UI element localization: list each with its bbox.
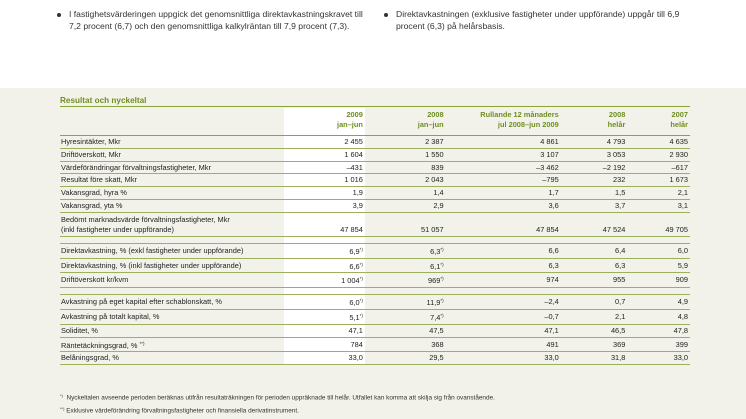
table-row: Soliditet, % 47,1 47,5 47,1 46,5 47,8 [60,324,690,337]
table-row: Avkastning på eget kapital efter schablonskatt, % 6,0*) 11,9*) –2,4 0,7 4,9 [60,295,690,310]
column-header-2008-full: 2008 helår [569,108,628,136]
bullet-dot-icon [384,13,388,17]
table-row: Bedömt marknadsvärde förvaltningsfastigheter, Mkr (inkl fastigheter under uppförande) 47 854 51 057 47 854 47 524 49 705 [60,212,690,236]
footnotes [60,391,495,417]
title-rule [60,106,690,107]
footnote-1: *) Nyckeltalen avseende perioden beräknas utifrån resultaträkningen för perioden uppräknade till helår. Utfallet kan komma att skilja sig från ovanstående. [60,393,495,402]
bullet-left-text: I fastighetsvärderingen uppgick det genomsnittliga direktavkastningskravet till 7,2 procent (6,7) och den genomsnittliga kalkylräntan till 7,9 procent (7,3). [69,9,363,31]
table-header-row [60,108,690,136]
column-header-2007-full: 2007 helår [635,108,690,136]
bullet-right [396,9,708,32]
bullet-right-text: Direktavkastningen (exklusive fastigheter under uppförande) uppgår till 6,9 procent (6,3) på helårsbasis. [396,9,680,31]
section-title: Resultat och nyckeltal [60,96,147,105]
table-row: Vakansgrad, hyra % 1,9 1,4 1,7 1,5 2,1 [60,187,690,200]
table-row: Belåningsgrad, % 33,0 29,5 33,0 31,8 33,0 [60,352,690,365]
table-row: Räntetäckningsgrad, % **) 784 368 491 369 399 [60,337,690,352]
table-row: Avkastning på totalt kapital, % 5,1*) 7,4*) –0,7 2,1 4,8 [60,309,690,324]
column-header-rolling-12: Rullande 12 månaders jul 2008–jun 2009 [454,108,561,136]
column-header-2009-jan-jun: 2009 jan–jun [284,108,365,136]
table-spacer [60,236,690,243]
column-header-2008-jan-jun: 2008 jan–jun [373,108,446,136]
table-row: Vakansgrad, yta % 3,9 2,9 3,6 3,7 3,1 [60,199,690,212]
table-row: Direktavkastning, % (inkl fastigheter under uppförande) 6,6*) 6,1*) 6,3 6,3 5,9 [60,258,690,273]
bullet-left [69,9,369,32]
table-row: Direktavkastning, % (exkl fastigheter under uppförande) 6,9*) 6,3*) 6,6 6,4 6,0 [60,243,690,258]
table-row: Driftöverskott, Mkr 1 604 1 550 3 107 3 053 2 930 [60,148,690,161]
key-figures-table [60,108,690,365]
summary-bullets [0,0,746,88]
table-row: Hyresintäkter, Mkr 2 455 2 387 4 861 4 793 4 635 [60,136,690,149]
bullet-dot-icon [57,13,61,17]
table-row: Resultat före skatt, Mkr 1 016 2 043 –795 232 1 673 [60,174,690,187]
table-row: Värdeförändringar förvaltningsfastigheter, Mkr –431 839 –3 462 –2 192 –617 [60,161,690,174]
footnote-2: **) Exklusive värdeförändring förvaltningsfastigheter och finansiella derivatinstrument. [60,405,299,415]
header-label-cell [60,108,284,136]
table-row: Driftöverskott kr/kvm 1 004*) 969*) 974 955 909 [60,273,690,288]
table-spacer [60,288,690,295]
